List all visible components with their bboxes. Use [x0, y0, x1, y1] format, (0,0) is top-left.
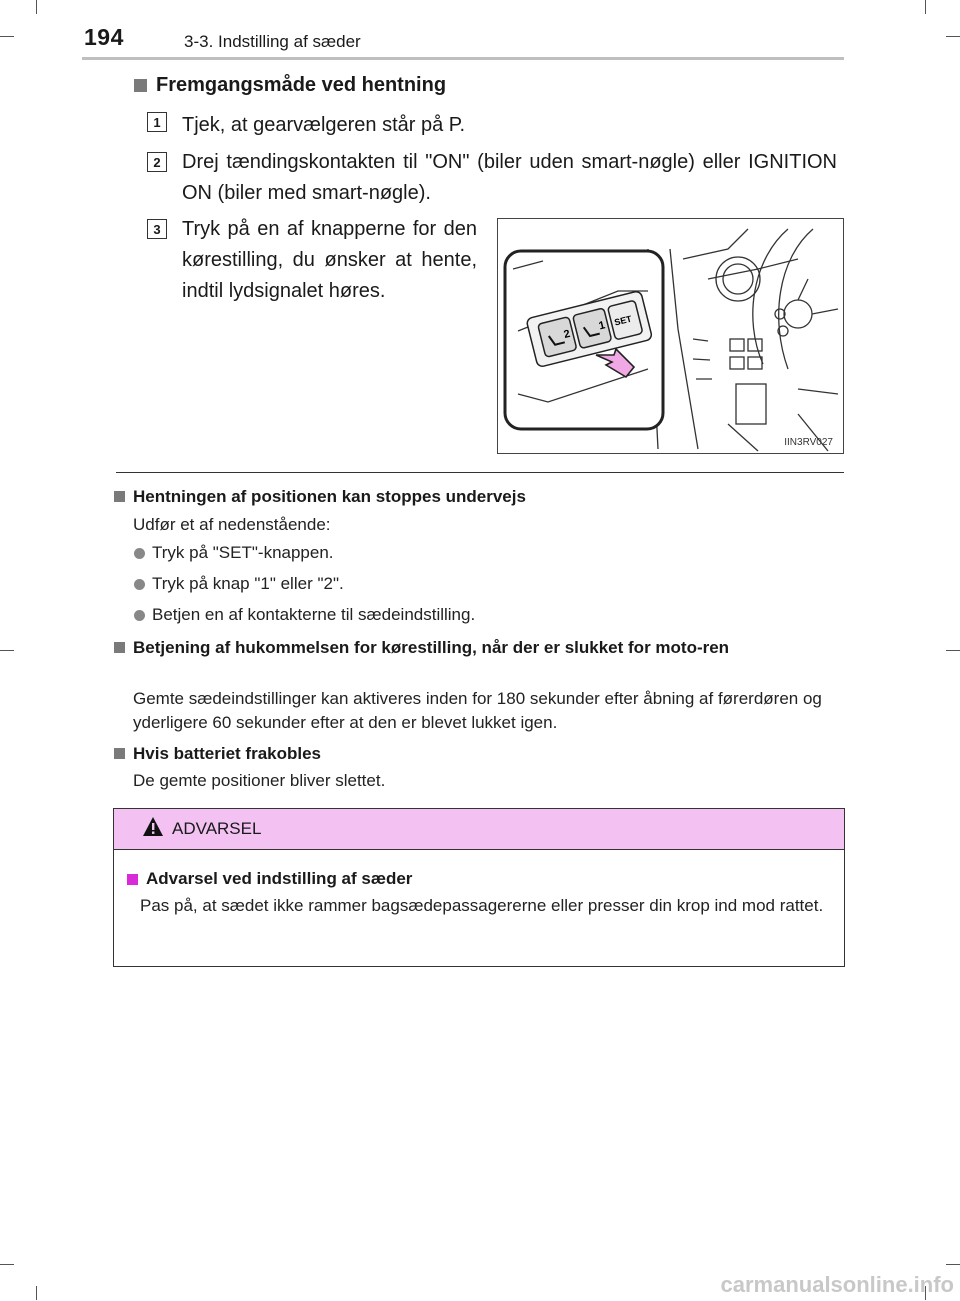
memory-button-2-label: 2 — [562, 327, 572, 342]
step-2 — [147, 142, 847, 206]
dashboard-drawing — [498, 219, 843, 453]
warning-text: Pas på, at sædet ikke rammer bagsædepassagererne eller presser din krop ind mod rattet. — [140, 896, 824, 915]
crop-mark — [36, 0, 37, 14]
list-item — [134, 543, 334, 563]
section-title: 3-3. Indstilling af sæder — [184, 32, 361, 51]
warning-box — [113, 808, 845, 967]
list-item-text: Tryk på "SET"-knappen. — [152, 543, 334, 562]
crop-mark — [36, 1286, 37, 1300]
bullet-dot-icon — [134, 610, 145, 621]
bullet-dot-icon — [134, 579, 145, 590]
list-item-text: Betjen en af kontakterne til sædeindstilling. — [152, 605, 476, 624]
list-item-text: Tryk på knap "1" eller "2". — [152, 574, 344, 593]
square-bullet-icon — [127, 874, 138, 885]
crop-mark — [0, 36, 14, 37]
square-bullet-icon — [114, 642, 125, 653]
page-number: 194 — [84, 24, 124, 50]
square-bullet-icon — [134, 79, 147, 92]
warning-header — [114, 809, 844, 850]
set-button-label: SET — [613, 313, 633, 328]
square-bullet-icon — [114, 748, 125, 759]
warning-title: Advarsel ved indstilling af sæder — [146, 869, 413, 888]
crop-mark — [946, 36, 960, 37]
crop-mark — [925, 0, 926, 14]
note-2-text: Gemte sædeindstillinger kan aktiveres inden for 180 sekunder efter åbning af førerdøren og yderligere 60 sekunder efter at den er blevet lukket igen. — [133, 689, 822, 732]
note-2-heading — [114, 636, 844, 659]
step-3 — [147, 214, 487, 344]
note-1-heading — [114, 485, 844, 508]
crop-mark — [946, 1264, 960, 1265]
procedure-heading — [134, 74, 446, 97]
step-text: Tryk på en af knapperne for den kørestilling, du ønsker at hente, indtil lydsignalet høres. — [182, 218, 477, 302]
step-number: 3 — [147, 219, 167, 239]
crop-mark — [0, 1264, 14, 1265]
warning-heading — [127, 869, 412, 889]
warning-triangle-icon — [142, 816, 164, 838]
procedure-title: Fremgangsmåde ved hentning — [156, 74, 447, 96]
crop-mark — [946, 650, 960, 651]
note-3-text: De gemte positioner bliver slettet. — [133, 771, 386, 790]
note-3-heading — [114, 742, 844, 765]
note-1-title: Hentningen af positionen kan stoppes undervejs — [133, 487, 526, 506]
notes-divider — [116, 472, 844, 473]
step-1 — [147, 110, 847, 142]
figure-code: IIN3RV027 — [784, 437, 833, 448]
step-number: 1 — [147, 112, 167, 132]
note-3-title: Hvis batteriet frakobles — [133, 744, 322, 763]
step-text: Tjek, at gearvælgeren står på P. — [182, 114, 466, 136]
watermark: carmanualsonline.info — [720, 1272, 954, 1297]
crop-mark — [0, 650, 14, 651]
memory-button-1-label: 1 — [597, 319, 607, 333]
page-header — [82, 22, 852, 62]
seat-memory-buttons-illustration — [497, 218, 844, 454]
header-rule — [82, 57, 844, 60]
list-item — [134, 605, 475, 625]
note-1-intro: Udfør et af nedenstående: — [133, 515, 331, 534]
bullet-dot-icon — [134, 548, 145, 559]
square-bullet-icon — [114, 491, 125, 502]
warning-label: ADVARSEL — [172, 819, 262, 838]
list-item — [134, 574, 344, 594]
step-number: 2 — [147, 152, 167, 172]
step-text: Drej tændingskontakten til "ON" (biler uden smart-nøgle) eller IGNITION ON (biler med smart-nøgle). — [182, 151, 837, 204]
note-2-title: Betjening af hukommelsen for kørestilling, når der er slukket for moto-ren — [133, 638, 730, 657]
